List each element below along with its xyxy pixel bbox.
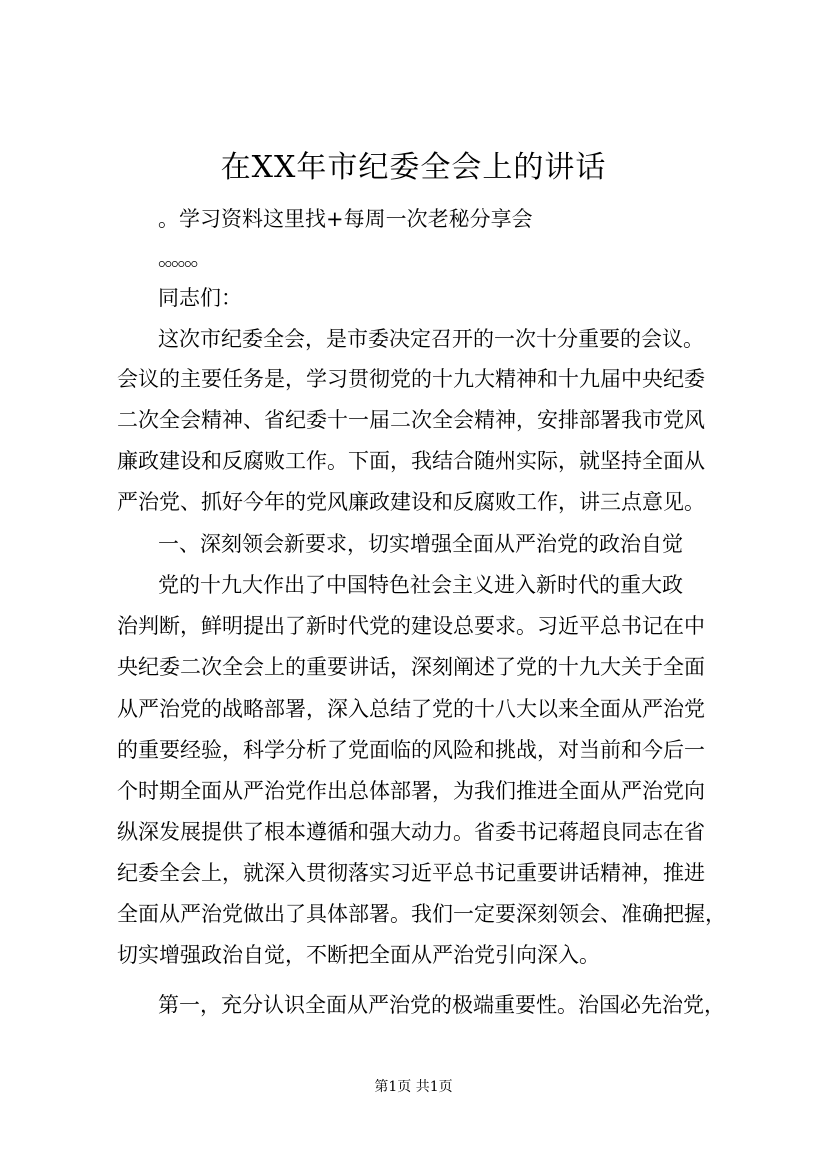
document-title: 在XX年市纪委全会上的讲话 <box>220 150 607 185</box>
salutation: 同志们： <box>158 286 242 310</box>
page-footer: 第1页 共1页 <box>374 1079 453 1095</box>
paragraph-line: 二次全会精神、省纪委十一届二次全会精神，安排部署我市党风 <box>117 408 705 432</box>
paragraph-line: 第一，充分认识全面从严治党的极端重要性。治国必先治党， <box>158 993 725 1017</box>
paragraph-line: 严治党、抓好今年的党风廉政建设和反腐败工作，讲三点意见。 <box>117 490 705 514</box>
paragraph-line: 党的十九大作出了中国特色社会主义进入新时代的重大政 <box>158 573 683 597</box>
paragraph-line: 治判断，鲜明提出了新时代党的建设总要求。习近平总书记在中 <box>117 614 705 638</box>
paragraph-line: 的重要经验，科学分析了党面临的风险和挑战，对当前和今后一 <box>117 738 705 762</box>
paragraph-line: 个时期全面从严治党作出总体部署，为我们推进全面从严治党向 <box>117 779 705 803</box>
paragraph-line: 纪委全会上，就深入贯彻落实习近平总书记重要讲话精神，推进 <box>117 861 705 885</box>
paragraph-line: 央纪委二次全会上的重要讲话，深刻阐述了党的十九大关于全面 <box>117 655 705 679</box>
paragraph-line: 纵深发展提供了根本遵循和强大动力。省委书记蒋超良同志在省 <box>117 820 705 844</box>
subtitle-line: 。学习资料这里找+每周一次老秘分享会 <box>158 207 533 231</box>
paragraph-line: 会议的主要任务是，学习贯彻党的十九大精神和十九届中央纪委 <box>117 367 705 391</box>
paragraph-line: 全面从严治党做出了具体部署。我们一定要深刻领会、准确把握， <box>117 902 726 926</box>
dots-line: 。。。。。。 <box>158 246 208 270</box>
paragraph-line: 这次市纪委全会，是市委决定召开的一次十分重要的会议。 <box>158 327 704 351</box>
section-heading: 一、深刻领会新要求，切实增强全面从严治党的政治自觉 <box>158 532 683 556</box>
paragraph-line: 从严治党的战略部署，深入总结了党的十八大以来全面从严治党 <box>117 697 705 721</box>
paragraph-line: 切实增强政治自觉，不断把全面从严治党引向深入。 <box>117 943 600 967</box>
paragraph-line: 廉政建设和反腐败工作。下面，我结合随州实际，就坚持全面从 <box>117 449 705 473</box>
